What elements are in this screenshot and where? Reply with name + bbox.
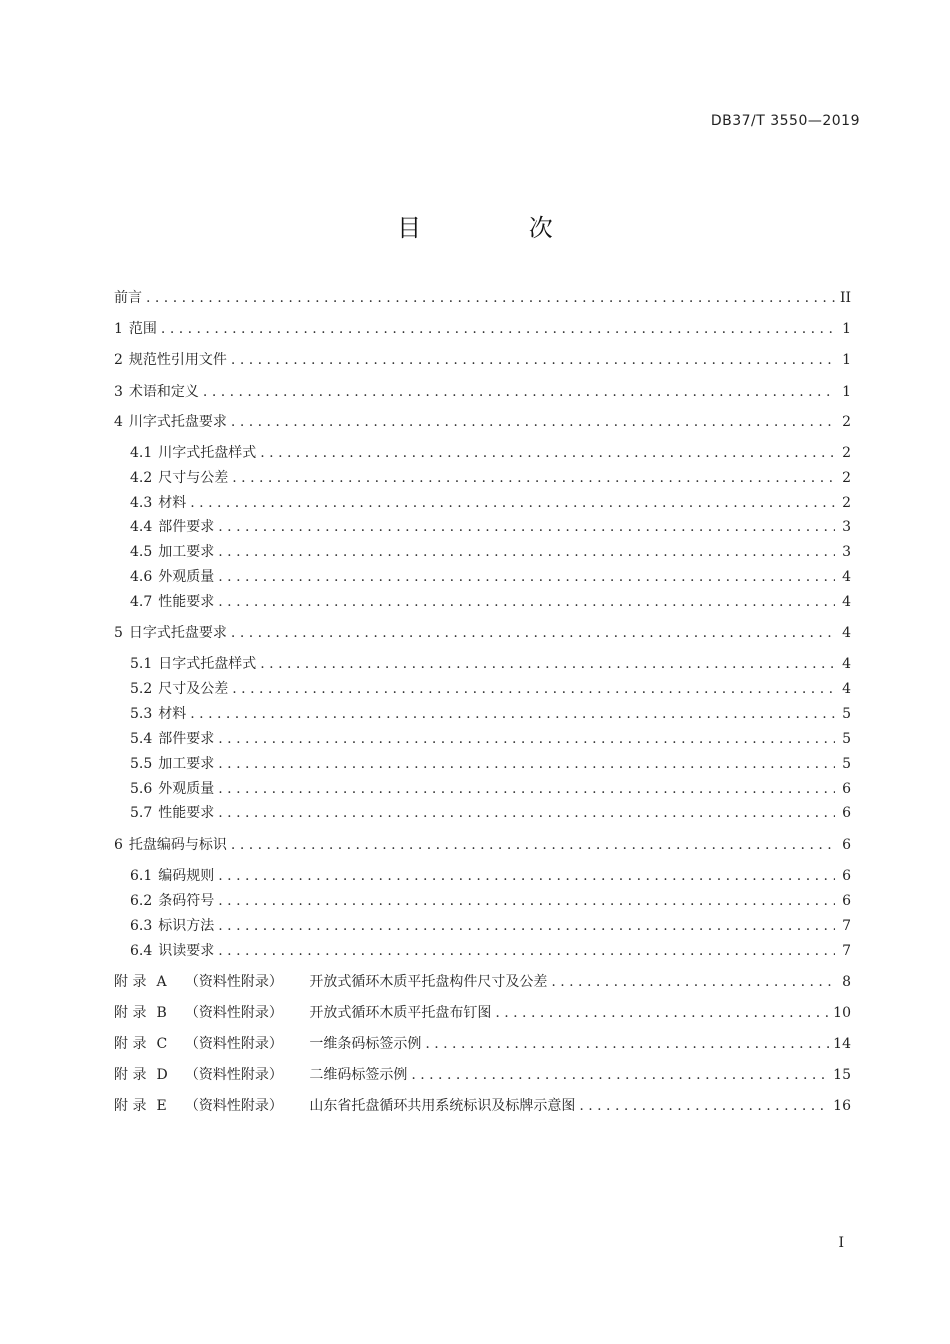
document-code: DB37/T 3550—2019 [710,113,860,129]
toc-leader [218,541,835,563]
toc-entry-label: 部件要求 [158,731,215,747]
toc-entry-label: 二维码标签示例 [309,1067,408,1083]
toc-leader [190,703,835,725]
appendix-letter: C [156,1036,168,1052]
toc-entry-label: 川字式托盘要求 [128,414,227,430]
toc-entry-page: 2 [842,470,851,486]
toc-leader [231,411,835,433]
toc-entry-label: 编码规则 [158,868,215,884]
toc-entry-appendix-d[interactable] [114,1064,851,1086]
toc-entry-number: 4.3 [130,495,153,511]
toc-leader [146,287,835,309]
toc-entry-number: 4.6 [130,569,153,585]
toc-entry-page: 5 [842,706,851,722]
toc-entry-2[interactable] [114,349,851,371]
toc-entry-number: 6.4 [130,943,153,959]
appendix-word: 附 录 [114,1098,147,1114]
toc-entry-label: 术语和定义 [128,384,199,400]
toc-entry-page: II [839,290,851,306]
toc-leader [218,940,835,962]
toc-entry-6-4[interactable] [130,940,851,962]
toc-entry-foreword[interactable] [114,287,851,309]
toc-entry-4[interactable] [114,411,851,433]
toc-entry-5-1[interactable] [130,653,851,675]
toc-entry-6-3[interactable] [130,915,851,937]
toc-entry-label: 材料 [158,706,187,722]
toc-entry-number: 5.6 [130,781,153,797]
toc-entry-4-5[interactable] [130,541,851,563]
toc-entry-label: 外观质量 [158,569,215,585]
toc-entry-label: 一维条码标签示例 [309,1036,422,1052]
toc-entry-page: 4 [842,656,851,672]
appendix-letter: E [156,1098,167,1114]
toc-entry-5-2[interactable] [130,678,851,700]
toc-leader [218,566,835,588]
toc-leader [231,834,835,856]
appendix-word: 附 录 [114,974,147,990]
toc-entry-label: 加工要求 [158,756,215,772]
toc-entry-page: 3 [842,519,851,535]
toc-entry-number: 5.3 [130,706,153,722]
toc-entry-number: 4.4 [130,519,153,535]
toc-leader [190,492,835,514]
toc-entry-page: 1 [842,352,851,368]
toc-entry-page: 6 [842,837,851,853]
toc-entry-1[interactable] [114,318,851,340]
appendix-heading [114,1002,491,1024]
toc-entry-number: 5.1 [130,656,153,672]
toc-leader [161,318,835,340]
toc-entry-number: 5.2 [130,681,153,697]
toc-entry-page: 2 [842,445,851,461]
toc-entry-number: 1 [114,321,123,337]
appendix-type: （资料性附录） [184,1067,283,1083]
toc-entry-label: 材料 [158,495,187,511]
appendix-type: （资料性附录） [184,1036,283,1052]
toc-entry-label: 开放式循环木质平托盘布钉图 [309,1005,492,1021]
toc-leader [551,971,835,993]
toc-entry-label: 日字式托盘样式 [158,656,257,672]
toc-entry-5-5[interactable] [130,753,851,775]
toc-leader [579,1095,829,1117]
toc-leader [231,622,835,644]
toc-entry-page: 7 [842,943,851,959]
appendix-heading [114,971,547,993]
toc-entry-page: 4 [842,569,851,585]
toc-entry-label: 山东省托盘循环共用系统标识及标牌示意图 [309,1098,576,1114]
toc-entry-label: 性能要求 [158,594,215,610]
toc-entry-page: 14 [833,1036,851,1052]
toc-entry-5[interactable] [114,622,851,644]
appendix-type: （资料性附录） [184,1005,283,1021]
toc-entry-number: 5.4 [130,731,153,747]
toc-entry-label: 范围 [128,321,157,337]
toc-leader [218,865,835,887]
toc-entry-page: 15 [833,1067,851,1083]
toc-entry-label: 川字式托盘样式 [158,445,257,461]
toc-entry-page: 6 [842,868,851,884]
appendix-heading [114,1095,575,1117]
toc-entry-label: 性能要求 [158,805,215,821]
toc-entry-appendix-e[interactable] [114,1095,851,1117]
toc-leader [495,1002,829,1024]
toc-entry-label: 前言 [114,290,142,306]
toc-entry-label: 加工要求 [158,544,215,560]
toc-entry-page: 1 [842,321,851,337]
toc-entry-4-6[interactable] [130,566,851,588]
toc-entry-number: 2 [114,352,123,368]
toc-leader [218,728,835,750]
toc-entry-page: 8 [842,974,851,990]
toc-entry-appendix-a[interactable] [114,971,851,993]
toc-entry-5-6[interactable] [130,778,851,800]
toc-entry-appendix-b[interactable] [114,1002,851,1024]
toc-entry-number: 4.1 [130,445,153,461]
toc-leader [218,516,835,538]
toc-entry-page: 5 [842,731,851,747]
toc-entry-page: 5 [842,756,851,772]
toc-entry-page: 4 [842,681,851,697]
toc-entry-label: 识读要求 [158,943,215,959]
toc-entry-page: 6 [842,893,851,909]
toc-entry-number: 4.7 [130,594,153,610]
toc-entry-number: 5 [114,625,123,641]
appendix-type: （资料性附录） [184,1098,283,1114]
toc-leader [203,381,835,403]
toc-entry-4-2[interactable] [130,467,851,489]
appendix-word: 附 录 [114,1005,147,1021]
toc-entry-number: 6.2 [130,893,153,909]
toc-entry-number: 5.7 [130,805,153,821]
toc-entry-number: 6.3 [130,918,153,934]
appendix-letter: D [156,1067,168,1083]
toc-entry-number: 4.2 [130,470,153,486]
toc-entry-5-3[interactable] [130,703,851,725]
toc-leader [218,591,835,613]
toc-leader [231,349,835,371]
toc-entry-label: 部件要求 [158,519,215,535]
toc-leader [411,1064,829,1086]
toc-entry-6-2[interactable] [130,890,851,912]
toc-entry-appendix-c[interactable] [114,1033,851,1055]
toc-entry-page: 6 [842,781,851,797]
toc-entry-page: 3 [842,544,851,560]
appendix-letter: B [156,1005,167,1021]
toc-entry-label: 尺寸及公差 [158,681,229,697]
appendix-letter: A [156,974,167,990]
toc-entry-label: 开放式循环木质平托盘构件尺寸及公差 [309,974,548,990]
appendix-word: 附 录 [114,1036,147,1052]
toc-entry-label: 日字式托盘要求 [128,625,227,641]
appendix-heading [114,1033,421,1055]
toc-entry-3[interactable] [114,381,851,403]
toc-entry-label: 外观质量 [158,781,215,797]
toc-leader [260,653,835,675]
toc-entry-6[interactable] [114,834,851,856]
toc-entry-page: 2 [842,414,851,430]
toc-leader [232,678,835,700]
toc-leader [218,778,835,800]
toc-leader [218,915,835,937]
toc-entry-page: 7 [842,918,851,934]
appendix-type: （资料性附录） [184,974,283,990]
toc-leader [232,467,835,489]
toc-entry-4-1[interactable] [130,442,851,464]
toc-entry-label: 托盘编码与标识 [128,837,227,853]
toc-entry-4-7[interactable] [130,591,851,613]
toc-leader [218,753,835,775]
toc-entry-4-3[interactable] [130,492,851,514]
toc-entry-label: 规范性引用文件 [128,352,227,368]
toc-entry-page: 6 [842,805,851,821]
toc-entry-label: 条码符号 [158,893,215,909]
appendix-word: 附 录 [114,1067,147,1083]
toc-entry-page: 2 [842,495,851,511]
toc-entry-label: 标识方法 [158,918,215,934]
toc-entry-page: 10 [833,1005,851,1021]
toc-entry-number: 5.5 [130,756,153,772]
toc-entry-5-7[interactable] [130,802,851,824]
appendix-heading [114,1064,407,1086]
toc-entry-6-1[interactable] [130,865,851,887]
toc-entry-5-4[interactable] [130,728,851,750]
toc-leader [218,802,835,824]
toc-entry-number: 3 [114,384,123,400]
toc-entry-4-4[interactable] [130,516,851,538]
toc-entry-page: 4 [842,594,851,610]
toc-entry-number: 6 [114,837,123,853]
page-title: 目 次 [397,214,603,242]
page-number: I [838,1235,844,1251]
toc-leader [425,1033,829,1055]
toc-entry-label: 尺寸与公差 [158,470,229,486]
toc-leader [218,890,835,912]
toc-entry-number: 4 [114,414,123,430]
toc-entry-page: 16 [833,1098,851,1114]
toc-entry-number: 6.1 [130,868,153,884]
toc-entry-page: 4 [842,625,851,641]
toc-entry-page: 1 [842,384,851,400]
toc-leader [260,442,835,464]
toc-entry-number: 4.5 [130,544,153,560]
